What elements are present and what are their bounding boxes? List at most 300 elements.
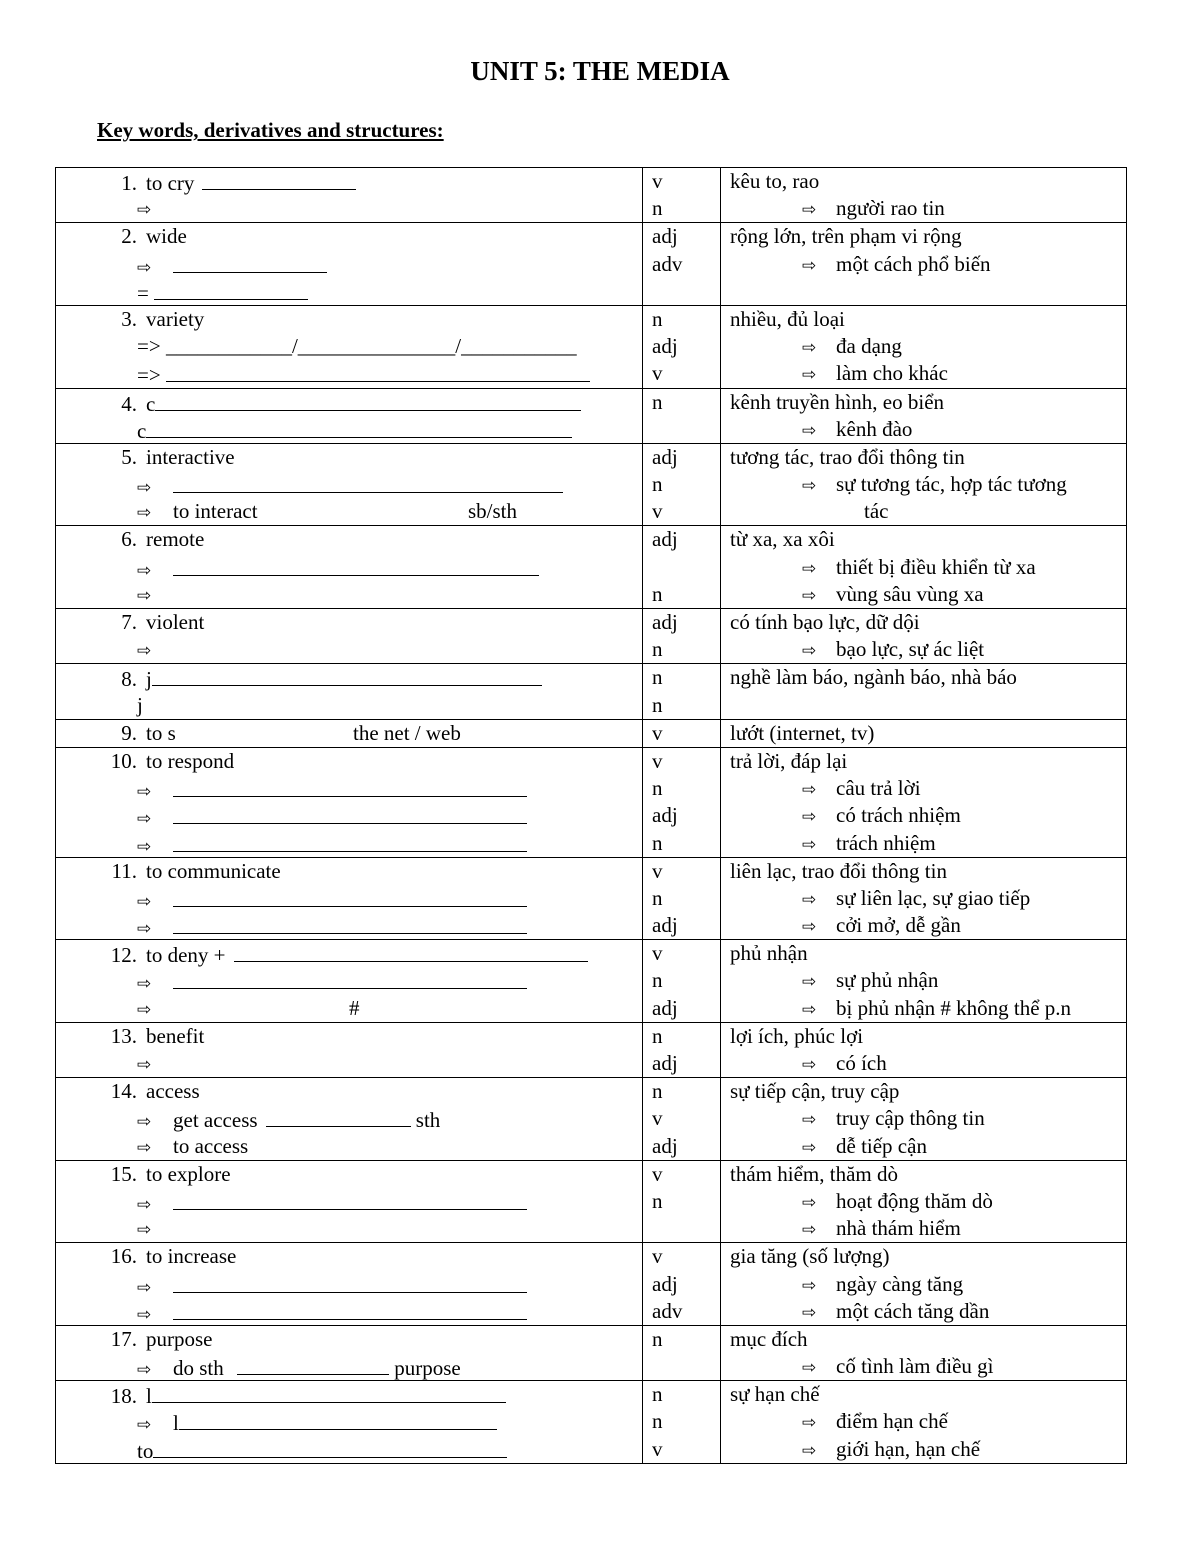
item-number: 14. xyxy=(110,1079,137,1104)
word-line xyxy=(56,1161,642,1188)
answer-blank[interactable] xyxy=(173,1271,527,1293)
meaning-arrow xyxy=(730,1271,836,1300)
meaning-arrow xyxy=(730,416,836,445)
meaning-cell xyxy=(721,857,1127,940)
word-line xyxy=(56,692,642,719)
part-of-speech-cell xyxy=(643,1243,721,1326)
word-text: to increase xyxy=(146,1244,237,1269)
answer-blank[interactable] xyxy=(266,1105,411,1127)
part-of-speech: adj xyxy=(652,334,678,359)
word-cell xyxy=(56,1243,643,1326)
table-row xyxy=(56,388,1127,443)
meaning-line xyxy=(730,636,1126,663)
meaning-line xyxy=(730,444,1126,471)
meaning-line xyxy=(730,1298,1126,1325)
arrow-icon: ⇨ xyxy=(802,807,817,828)
item-number: 8. xyxy=(121,667,137,692)
arrow-icon: ⇨ xyxy=(137,641,152,662)
word-cell xyxy=(56,857,643,940)
word-line xyxy=(56,333,642,360)
table-row xyxy=(56,609,1127,664)
arrow-icon: ⇨ xyxy=(802,585,817,606)
meaning-line xyxy=(730,1050,1126,1077)
meaning-text: sự liên lạc, sự giao tiếp xyxy=(836,885,1031,910)
word-cell xyxy=(56,223,643,306)
word-line xyxy=(56,389,642,416)
word-line xyxy=(56,1105,642,1132)
part-of-speech: n xyxy=(652,1188,663,1213)
meaning-cell xyxy=(721,1160,1127,1243)
arrow-icon: ⇨ xyxy=(137,891,152,912)
arrow-icon: ⇨ xyxy=(802,420,817,441)
answer-blank[interactable] xyxy=(153,1436,507,1458)
meaning-line xyxy=(730,471,1126,498)
arrow-icon: ⇨ xyxy=(802,972,817,993)
word-line xyxy=(56,830,642,857)
meaning-cell xyxy=(721,609,1127,664)
part-of-speech: n xyxy=(652,665,663,690)
part-of-speech: adj xyxy=(652,1133,678,1158)
word-line xyxy=(56,1353,642,1380)
word-text: to interact xyxy=(173,499,258,524)
word-text: c xyxy=(146,391,156,416)
word-line xyxy=(56,1133,642,1160)
meaning-text: nhiều, đủ loại xyxy=(730,306,845,331)
answer-blank[interactable] xyxy=(173,251,327,273)
arrow-icon: ⇨ xyxy=(802,780,817,801)
answer-blank[interactable] xyxy=(173,1188,527,1210)
section-subtitle: Key words, derivatives and structures: xyxy=(97,118,444,142)
answer-blank[interactable] xyxy=(179,1408,497,1430)
meaning-line xyxy=(730,802,1126,829)
item-number: 16. xyxy=(110,1244,137,1269)
meaning-arrow xyxy=(730,251,836,280)
meaning-line xyxy=(730,223,1126,250)
meaning-line xyxy=(730,416,1126,443)
table-row xyxy=(56,223,1127,306)
item-number: 2. xyxy=(121,224,137,249)
word-cell xyxy=(56,1381,643,1464)
meaning-text: trách nhiệm xyxy=(836,830,936,855)
part-of-speech: n xyxy=(652,692,663,717)
meaning-cell xyxy=(721,305,1127,388)
meaning-line xyxy=(730,995,1126,1022)
answer-blank[interactable] xyxy=(155,389,581,411)
meaning-line xyxy=(730,1353,1126,1380)
page-title: UNIT 5: THE MEDIA xyxy=(470,56,730,86)
meaning-arrow xyxy=(730,885,836,914)
meaning-cell xyxy=(721,1325,1127,1380)
meaning-text: nhà thám hiểm xyxy=(836,1216,961,1241)
meaning-text: có tính bạo lực, dữ dội xyxy=(730,610,920,634)
table-row xyxy=(56,719,1127,747)
word-text: wide xyxy=(146,224,187,249)
word-text: remote xyxy=(146,527,205,552)
word-line xyxy=(56,416,642,443)
word-line xyxy=(56,748,642,775)
word-line xyxy=(56,471,642,498)
table-row xyxy=(56,1022,1127,1077)
meaning-line xyxy=(730,526,1126,553)
meaning-text: thiết bị điều khiển từ xa xyxy=(836,554,1036,579)
part-of-speech-cell xyxy=(643,664,721,719)
meaning-line xyxy=(730,609,1126,636)
meaning-line xyxy=(730,885,1126,912)
word-text: to explore xyxy=(146,1161,231,1186)
table-row xyxy=(56,664,1127,719)
arrow-icon: ⇨ xyxy=(137,1220,152,1241)
table-row xyxy=(56,526,1127,609)
answer-blank[interactable] xyxy=(173,1298,527,1320)
arrow-icon: ⇨ xyxy=(802,255,817,276)
table-row xyxy=(56,305,1127,388)
part-of-speech: v xyxy=(652,169,663,193)
meaning-text: làm cho khác xyxy=(836,361,948,386)
answer-blank[interactable] xyxy=(202,168,356,190)
word-line xyxy=(56,554,642,581)
meaning-line xyxy=(730,498,1126,525)
item-number: 5. xyxy=(121,444,137,469)
meaning-cell xyxy=(721,168,1127,223)
meaning-line xyxy=(730,1381,1126,1408)
item-number: 7. xyxy=(121,610,137,634)
word-line xyxy=(56,1381,642,1408)
arrow-icon: ⇨ xyxy=(137,560,152,581)
meaning-text: điểm hạn chế xyxy=(836,1409,948,1434)
part-of-speech: adv xyxy=(652,251,683,276)
word-text: to cry xyxy=(146,171,195,195)
meaning-cell xyxy=(721,1381,1127,1464)
word-suffix: purpose xyxy=(389,1356,461,1381)
meaning-text: rộng lớn, trên phạm vi rộng xyxy=(730,224,962,249)
item-number: 18. xyxy=(110,1384,137,1409)
arrow-icon: ⇨ xyxy=(802,1302,817,1323)
meaning-text: dễ tiếp cận xyxy=(836,1133,927,1158)
vocabulary-table-body xyxy=(56,168,1127,1464)
meaning-line xyxy=(730,389,1126,416)
meaning-arrow xyxy=(730,1408,836,1437)
part-of-speech: n xyxy=(652,1382,663,1407)
meaning-arrow xyxy=(730,471,836,500)
word-line xyxy=(56,1298,642,1325)
part-of-speech-cell xyxy=(643,609,721,664)
word-text: variety xyxy=(146,306,205,331)
meaning-line xyxy=(730,664,1126,691)
word-text: benefit xyxy=(146,1023,205,1048)
meaning-line xyxy=(730,775,1126,802)
arrow-icon: ⇨ xyxy=(137,1055,152,1075)
meaning-text: bị phủ nhận # không thể p.n xyxy=(836,995,1072,1020)
part-of-speech-cell xyxy=(643,1022,721,1077)
word-line xyxy=(56,1243,642,1270)
arrow-icon: ⇨ xyxy=(137,1137,152,1158)
part-of-speech: adj xyxy=(652,803,678,828)
part-of-speech-cell xyxy=(643,940,721,1023)
word-line xyxy=(56,168,642,195)
meaning-text: kênh đào xyxy=(836,416,913,441)
meaning-arrow xyxy=(730,1215,836,1244)
arrow-icon: ⇨ xyxy=(137,974,152,995)
part-of-speech-cell xyxy=(643,1381,721,1464)
table-row xyxy=(56,168,1127,223)
arrow-icon: ⇨ xyxy=(802,1055,817,1075)
meaning-text: cởi mở, dễ gần xyxy=(836,913,961,938)
arrow-icon: ⇨ xyxy=(137,585,152,606)
part-of-speech: adj xyxy=(652,444,678,469)
meaning-arrow xyxy=(730,581,836,610)
word-text: l xyxy=(173,1411,179,1436)
item-number: 10. xyxy=(110,748,137,773)
part-of-speech: adj xyxy=(652,224,678,249)
word-line xyxy=(56,1326,642,1353)
meaning-arrow xyxy=(730,802,836,831)
part-of-speech: v xyxy=(652,858,663,883)
meaning-text: người rao tin xyxy=(836,196,945,221)
part-of-speech: n xyxy=(652,196,663,221)
word-line xyxy=(56,498,642,525)
meaning-text: hoạt động thăm dò xyxy=(836,1188,993,1213)
part-of-speech: n xyxy=(652,968,663,993)
word-line xyxy=(56,223,642,250)
meaning-line xyxy=(730,306,1126,333)
answer-blank[interactable] xyxy=(154,278,308,300)
table-row xyxy=(56,443,1127,526)
meaning-text: truy cập thông tin xyxy=(836,1106,985,1131)
arrow-icon: ⇨ xyxy=(137,200,152,221)
meaning-text: lợi ích, phúc lợi xyxy=(730,1023,864,1048)
answer-blank[interactable] xyxy=(234,940,588,962)
meaning-arrow xyxy=(730,1105,836,1134)
meaning-line xyxy=(730,195,1126,222)
arrow-icon: ⇨ xyxy=(802,641,817,662)
word-cell xyxy=(56,609,643,664)
meaning-arrow xyxy=(730,912,836,941)
prefix-symbol: => xyxy=(137,363,166,388)
meaning-text: sự phủ nhận xyxy=(836,968,939,993)
part-of-speech: n xyxy=(652,637,663,662)
meaning-text: cố tình làm điều gì xyxy=(836,1354,994,1379)
arrow-icon: ⇨ xyxy=(137,257,152,278)
answer-blank[interactable] xyxy=(173,471,563,493)
part-of-speech: n xyxy=(652,1023,663,1048)
word-line xyxy=(56,1078,642,1105)
meaning-text: tương tác, trao đổi thông tin xyxy=(730,444,965,469)
answer-blank[interactable] xyxy=(152,1381,506,1403)
meaning-text: kênh truyền hình, eo biển xyxy=(730,389,945,414)
meaning-arrow xyxy=(730,1436,836,1465)
meaning-cell xyxy=(721,223,1127,306)
part-of-speech: n xyxy=(652,306,663,331)
answer-blank[interactable] xyxy=(173,554,539,576)
meaning-line xyxy=(730,1271,1126,1298)
word-cell xyxy=(56,526,643,609)
word-line xyxy=(56,1271,642,1298)
part-of-speech: n xyxy=(652,1409,663,1434)
word-cell xyxy=(56,1160,643,1243)
part-of-speech-cell xyxy=(643,388,721,443)
arrow-icon: ⇨ xyxy=(137,1277,152,1298)
meaning-line xyxy=(730,912,1126,939)
arrow-icon: ⇨ xyxy=(802,1275,817,1296)
answer-blank[interactable] xyxy=(173,802,527,824)
word-line xyxy=(56,1215,642,1242)
meaning-arrow xyxy=(730,1353,836,1382)
word-line xyxy=(56,251,642,278)
meaning-text: có ích xyxy=(836,1051,887,1075)
word-line xyxy=(56,967,642,994)
arrow-icon: ⇨ xyxy=(137,999,152,1020)
meaning-line xyxy=(730,1326,1126,1353)
part-of-speech xyxy=(652,1215,720,1242)
word-cell xyxy=(56,664,643,719)
meaning-line xyxy=(730,1161,1126,1188)
arrow-icon: ⇨ xyxy=(802,1192,817,1213)
word-text: do sth xyxy=(173,1356,230,1381)
word-text: c xyxy=(137,418,147,443)
word-line xyxy=(56,995,642,1022)
word-tail: # xyxy=(349,995,360,1020)
meaning-line xyxy=(730,554,1126,581)
arrow-icon: ⇨ xyxy=(802,1137,817,1158)
item-number: 11. xyxy=(111,858,137,883)
table-row xyxy=(56,857,1127,940)
word-text: to communicate xyxy=(146,858,281,883)
meaning-line xyxy=(730,278,1126,305)
word-text: to xyxy=(137,1438,154,1463)
part-of-speech: adj xyxy=(652,610,678,634)
arrow-icon: ⇨ xyxy=(802,999,817,1020)
part-of-speech: adv xyxy=(652,1298,683,1323)
meaning-line xyxy=(730,720,1126,747)
meaning-text: lướt (internet, tv) xyxy=(730,720,875,745)
part-of-speech: n xyxy=(652,1326,663,1351)
meaning-text: thám hiểm, thăm dò xyxy=(730,1161,898,1186)
word-text: l xyxy=(146,1384,152,1409)
arrow-icon: ⇨ xyxy=(802,1110,817,1131)
table-row xyxy=(56,1243,1127,1326)
meaning-line xyxy=(730,940,1126,967)
word-line xyxy=(56,195,642,222)
arrow-icon: ⇨ xyxy=(137,503,152,524)
meaning-line xyxy=(730,251,1126,278)
meaning-line xyxy=(730,1243,1126,1270)
meaning-text: phủ nhận xyxy=(730,941,808,966)
fill-blanks: ____________/_______________/___________ xyxy=(165,334,577,359)
arrow-icon: ⇨ xyxy=(802,1440,817,1461)
part-of-speech: adj xyxy=(652,1051,678,1075)
meaning-line xyxy=(730,1133,1126,1160)
answer-blank[interactable] xyxy=(237,1353,389,1375)
meaning-text: giới hạn, hạn chế xyxy=(836,1436,981,1461)
answer-blank[interactable] xyxy=(173,967,527,989)
arrow-icon: ⇨ xyxy=(137,919,152,940)
part-of-speech-cell xyxy=(643,719,721,747)
part-of-speech: n xyxy=(652,885,663,910)
meaning-text: tác xyxy=(864,499,889,524)
arrow-icon: ⇨ xyxy=(802,834,817,855)
word-line xyxy=(56,775,642,802)
answer-blank[interactable] xyxy=(152,664,542,686)
item-number: 3. xyxy=(121,306,137,331)
meaning-cell xyxy=(721,526,1127,609)
word-line xyxy=(56,720,642,747)
part-of-speech: n xyxy=(652,1079,663,1104)
word-line xyxy=(56,306,642,333)
answer-blank[interactable] xyxy=(173,830,527,852)
word-line xyxy=(56,858,642,885)
word-cell xyxy=(56,719,643,747)
meaning-line xyxy=(730,748,1126,775)
word-cell xyxy=(56,747,643,857)
word-text: violent xyxy=(146,610,205,634)
arrow-icon: ⇨ xyxy=(802,365,817,386)
word-text: to s xyxy=(146,720,176,745)
word-text: to respond xyxy=(146,748,235,773)
word-tail: sb/sth xyxy=(468,499,518,524)
meaning-line xyxy=(730,967,1126,994)
meaning-text: bạo lực, sự ác liệt xyxy=(836,637,985,662)
part-of-speech: v xyxy=(652,1436,663,1461)
meaning-line xyxy=(730,692,1126,719)
word-text: access xyxy=(146,1079,200,1104)
word-text: j xyxy=(146,667,152,692)
arrow-icon: ⇨ xyxy=(802,889,817,910)
meaning-cell xyxy=(721,747,1127,857)
table-row xyxy=(56,1325,1127,1380)
arrow-icon: ⇨ xyxy=(137,1112,152,1133)
part-of-speech: v xyxy=(652,1244,663,1269)
word-suffix: sth xyxy=(410,1108,441,1133)
part-of-speech: n xyxy=(652,581,663,606)
part-of-speech-cell xyxy=(643,443,721,526)
word-line xyxy=(56,1023,642,1050)
meaning-text: sự hạn chế xyxy=(730,1382,820,1407)
part-of-speech xyxy=(652,554,720,581)
meaning-arrow xyxy=(730,1298,836,1327)
word-cell xyxy=(56,168,643,223)
arrow-icon: ⇨ xyxy=(137,809,152,830)
table-row xyxy=(56,940,1127,1023)
answer-blank[interactable] xyxy=(173,912,527,934)
meaning-text: câu trả lời xyxy=(836,776,921,801)
answer-blank[interactable] xyxy=(173,775,527,797)
meaning-arrow xyxy=(730,195,836,224)
word-cell xyxy=(56,1325,643,1380)
part-of-speech: n xyxy=(652,776,663,801)
meaning-line xyxy=(730,1436,1126,1463)
prefix-symbol: => xyxy=(137,334,166,359)
meaning-text: trả lời, đáp lại xyxy=(730,748,848,773)
meaning-line xyxy=(730,333,1126,360)
answer-blank[interactable] xyxy=(166,360,590,382)
part-of-speech xyxy=(652,278,720,305)
meaning-arrow xyxy=(730,360,836,389)
part-of-speech xyxy=(652,416,720,443)
meaning-text: kêu to, rao xyxy=(730,169,820,193)
answer-blank[interactable] xyxy=(146,416,572,438)
arrow-icon: ⇨ xyxy=(137,478,152,499)
meaning-arrow xyxy=(730,775,836,804)
part-of-speech-cell xyxy=(643,747,721,857)
meaning-arrow xyxy=(730,995,836,1024)
arrow-icon: ⇨ xyxy=(137,782,152,803)
item-number: 17. xyxy=(110,1326,137,1351)
meaning-arrow xyxy=(730,333,836,362)
word-cell xyxy=(56,940,643,1023)
answer-blank[interactable] xyxy=(173,885,527,907)
table-row xyxy=(56,1078,1127,1161)
meaning-line xyxy=(730,1078,1126,1105)
